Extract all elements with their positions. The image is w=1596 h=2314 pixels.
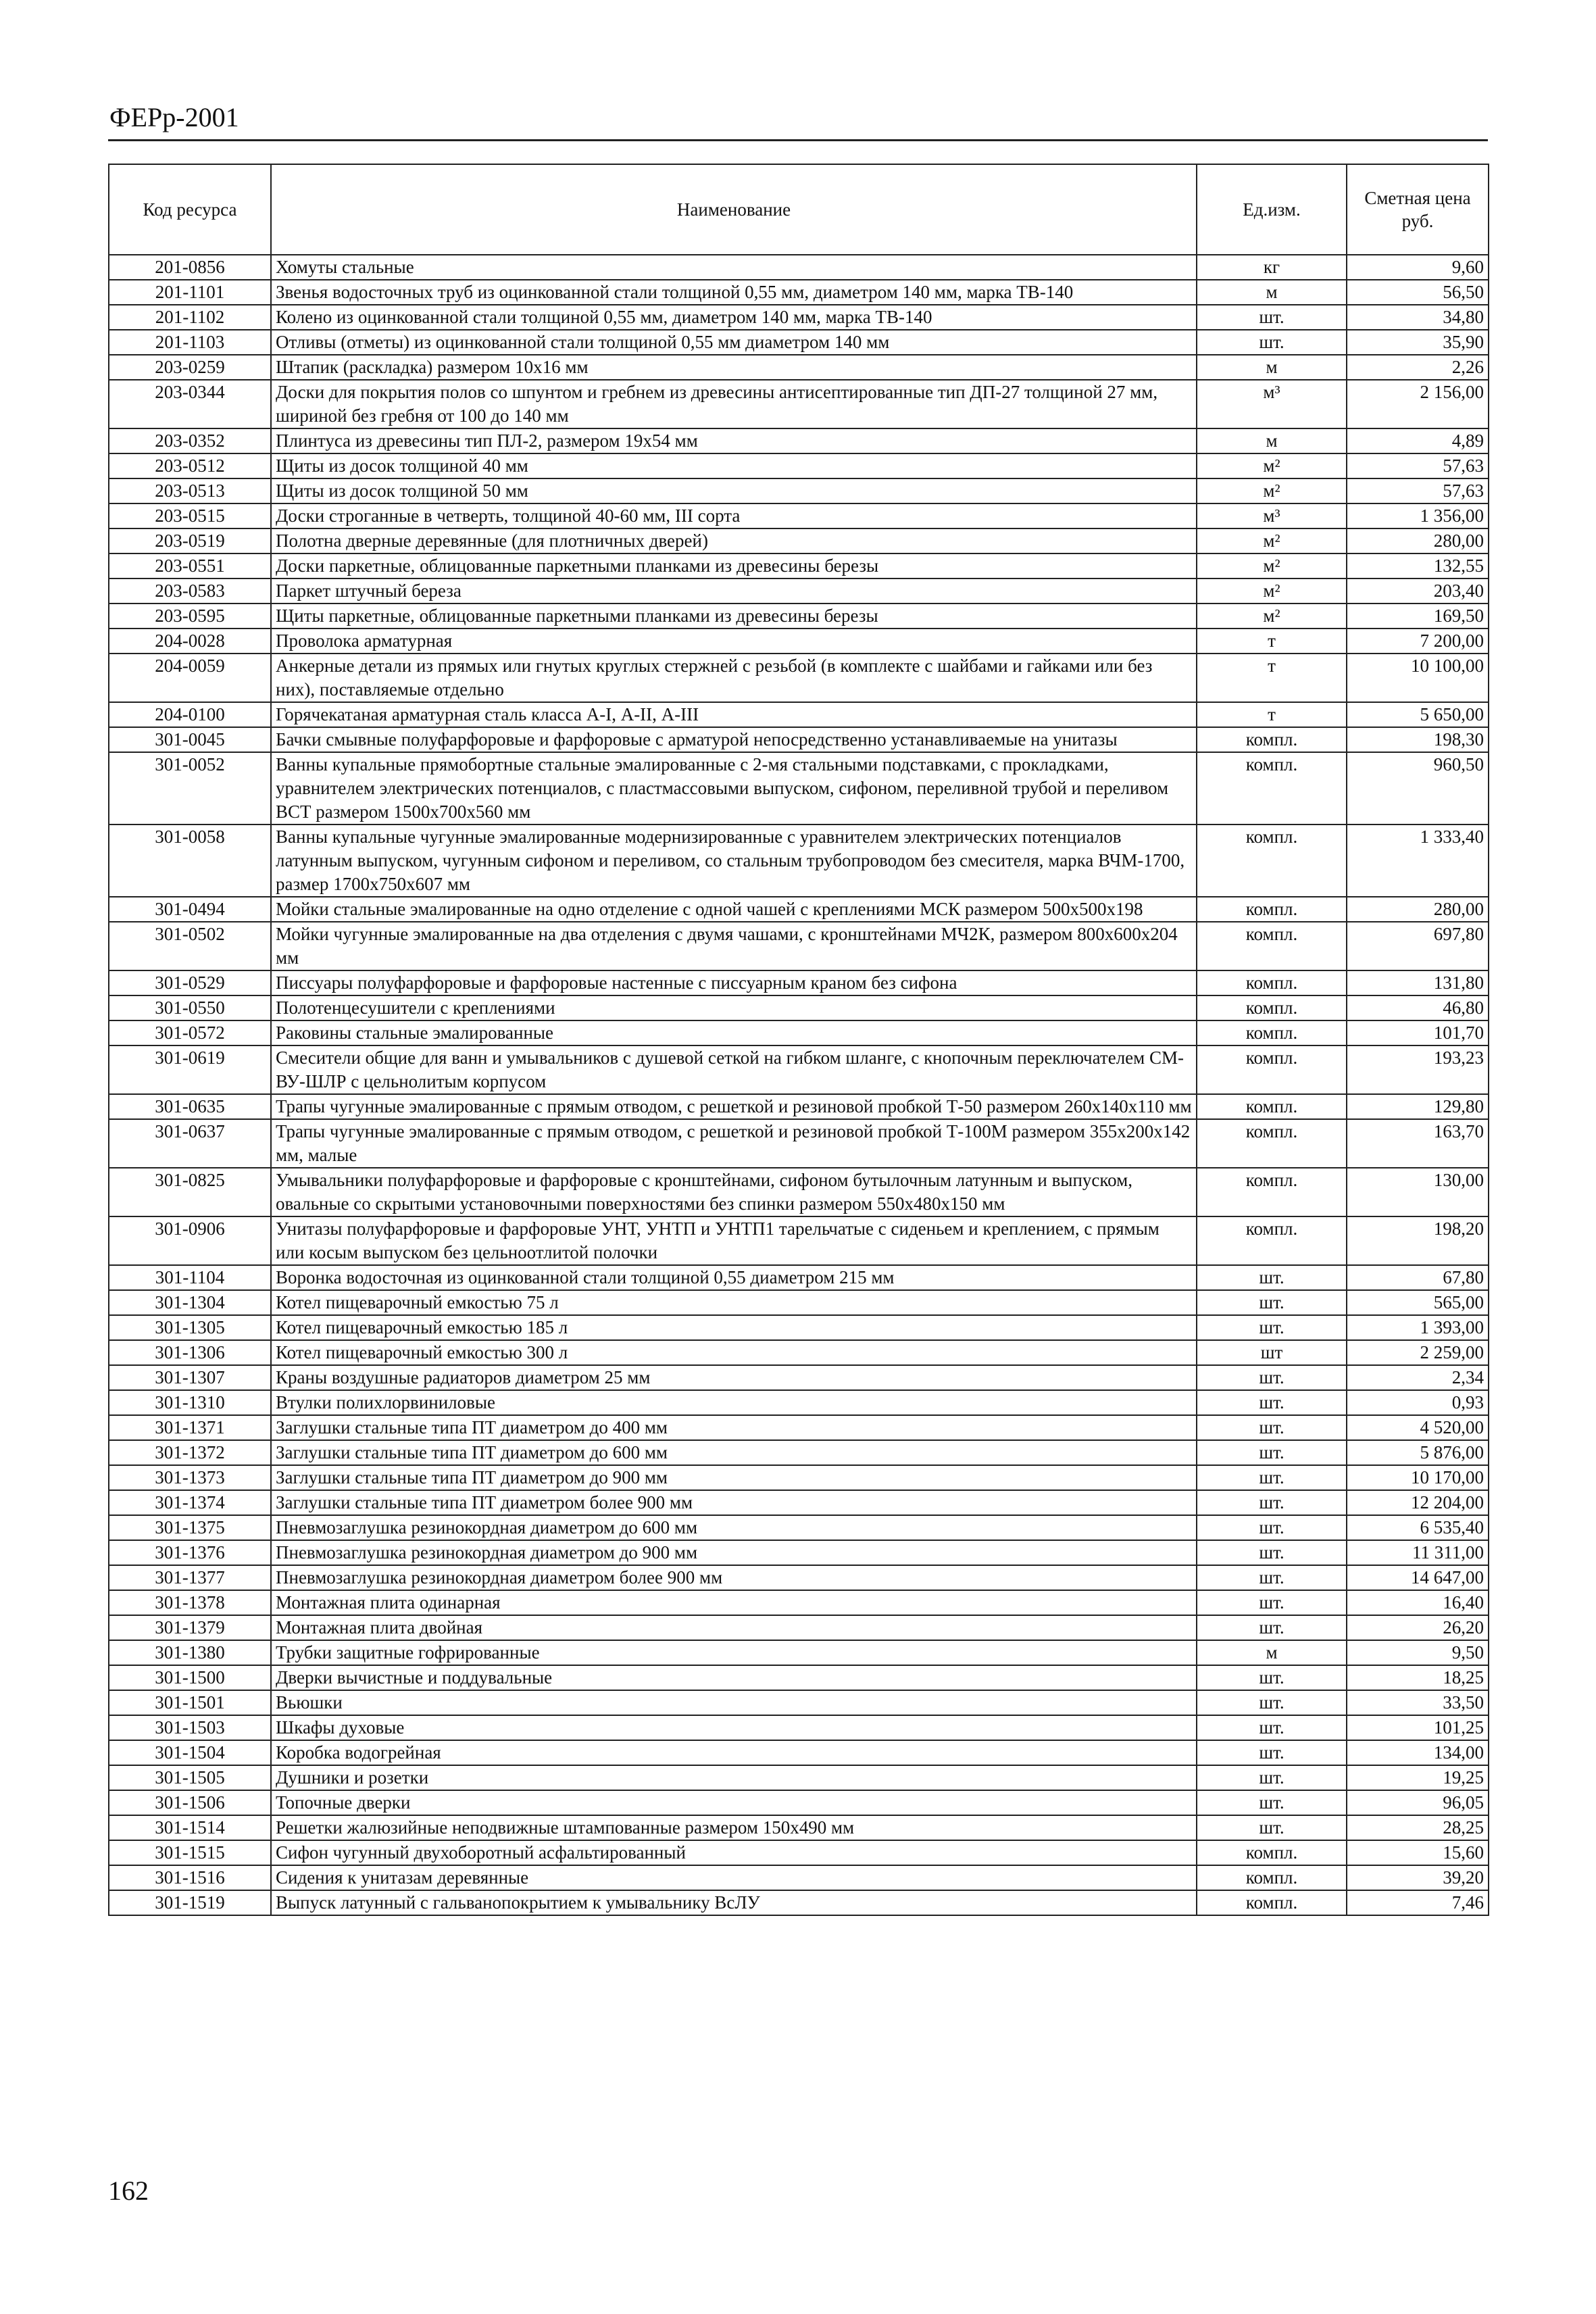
- unit-cell: шт.: [1197, 1565, 1347, 1590]
- table-row: [109, 255, 1489, 280]
- resource-code-cell: 203-0513: [109, 478, 271, 503]
- price-cell: 101,25: [1347, 1715, 1489, 1740]
- resource-code-cell: 301-1503: [109, 1715, 271, 1740]
- table-row: [109, 995, 1489, 1020]
- name-cell: Пневмозаглушка резинокордная диаметром более 900 мм: [271, 1565, 1197, 1590]
- name-cell: Пневмозаглушка резинокордная диаметром до 600 мм: [271, 1515, 1197, 1540]
- name-cell: Щиты из досок толщиной 50 мм: [271, 478, 1197, 503]
- table-row: [109, 970, 1489, 995]
- unit-cell: компл.: [1197, 922, 1347, 970]
- name-cell: Душники и розетки: [271, 1765, 1197, 1790]
- price-cell: 39,20: [1347, 1865, 1489, 1890]
- price-cell: 131,80: [1347, 970, 1489, 995]
- table-row: [109, 1119, 1489, 1168]
- resource-code-cell: 301-1371: [109, 1415, 271, 1440]
- unit-cell: м²: [1197, 553, 1347, 578]
- table-row: [109, 1740, 1489, 1765]
- unit-cell: компл.: [1197, 727, 1347, 752]
- name-cell: Доски для покрытия полов со шпунтом и гребнем из древесины антисептированные тип ДП-27 толщиной 27 мм, шириной без гребня от 100 до 140 мм: [271, 380, 1197, 428]
- resource-code-cell: 301-0058: [109, 824, 271, 897]
- table-row: [109, 1465, 1489, 1490]
- price-cell: 2,26: [1347, 355, 1489, 380]
- resource-code-cell: 301-0637: [109, 1119, 271, 1168]
- resource-code-cell: 203-0352: [109, 428, 271, 453]
- name-cell: Сифон чугунный двухоборотный асфальтированный: [271, 1840, 1197, 1865]
- table-row: [109, 1615, 1489, 1640]
- name-cell: Доски паркетные, облицованные паркетными планками из древесины березы: [271, 553, 1197, 578]
- resource-code-cell: 301-1500: [109, 1665, 271, 1690]
- resource-code-cell: 301-0635: [109, 1094, 271, 1119]
- unit-cell: шт.: [1197, 1815, 1347, 1840]
- table-row: [109, 1440, 1489, 1465]
- resource-code-cell: 301-0619: [109, 1045, 271, 1094]
- table-row: [109, 1094, 1489, 1119]
- name-cell: Звенья водосточных труб из оцинкованной стали толщиной 0,55 мм, диаметром 140 мм, марка ТВ-140: [271, 280, 1197, 305]
- table-row: [109, 1690, 1489, 1715]
- price-cell: 96,05: [1347, 1790, 1489, 1815]
- name-cell: Трапы чугунные эмалированные с прямым отводом, с решеткой и резиновой пробкой Т-50 размером 260х140х110 мм: [271, 1094, 1197, 1119]
- price-cell: 14 647,00: [1347, 1565, 1489, 1590]
- table-row: [109, 1415, 1489, 1440]
- name-cell: Смесители общие для ванн и умывальников с душевой сеткой на гибком шланге, с кнопочным переключателем СМ-ВУ-ШЛР с цельнолитым корпусом: [271, 1045, 1197, 1094]
- resource-code-cell: 301-1379: [109, 1615, 271, 1640]
- name-cell: Доски строганные в четверть, толщиной 40-60 мм, III сорта: [271, 503, 1197, 528]
- page-number: 162: [108, 2175, 149, 2206]
- name-cell: Воронка водосточная из оцинкованной стали толщиной 0,55 диаметром 215 мм: [271, 1265, 1197, 1290]
- resource-code-cell: 301-0045: [109, 727, 271, 752]
- resource-code-cell: 301-0502: [109, 922, 271, 970]
- table-row: [109, 1715, 1489, 1740]
- unit-cell: м²: [1197, 528, 1347, 553]
- table-header-row: [109, 164, 1489, 255]
- price-cell: 57,63: [1347, 453, 1489, 478]
- unit-cell: шт.: [1197, 1365, 1347, 1390]
- price-cell: 11 311,00: [1347, 1540, 1489, 1565]
- unit-cell: компл.: [1197, 1119, 1347, 1168]
- price-cell: 7,46: [1347, 1890, 1489, 1915]
- price-cell: 18,25: [1347, 1665, 1489, 1690]
- unit-cell: шт.: [1197, 1615, 1347, 1640]
- unit-cell: шт.: [1197, 305, 1347, 330]
- unit-cell: м²: [1197, 453, 1347, 478]
- unit-cell: м: [1197, 428, 1347, 453]
- name-cell: Плинтуса из древесины тип ПЛ-2, размером 19х54 мм: [271, 428, 1197, 453]
- name-cell: Вьюшки: [271, 1690, 1197, 1715]
- table-row: [109, 1815, 1489, 1840]
- price-cell: 7 200,00: [1347, 629, 1489, 654]
- unit-cell: шт: [1197, 1340, 1347, 1365]
- table-row: [109, 922, 1489, 970]
- name-cell: Втулки полихлорвиниловые: [271, 1390, 1197, 1415]
- table-row: [109, 1590, 1489, 1615]
- resource-code-cell: 203-0551: [109, 553, 271, 578]
- unit-cell: шт.: [1197, 1740, 1347, 1765]
- name-cell: Писсуары полуфарфоровые и фарфоровые настенные с писсуарным краном без сифона: [271, 970, 1197, 995]
- unit-cell: шт.: [1197, 1490, 1347, 1515]
- table-row: [109, 1665, 1489, 1690]
- unit-cell: м³: [1197, 503, 1347, 528]
- table-row: [109, 1340, 1489, 1365]
- price-cell: 26,20: [1347, 1615, 1489, 1640]
- name-cell: Раковины стальные эмалированные: [271, 1020, 1197, 1045]
- unit-cell: компл.: [1197, 970, 1347, 995]
- unit-cell: шт.: [1197, 1715, 1347, 1740]
- name-cell: Штапик (раскладка) размером 10х16 мм: [271, 355, 1197, 380]
- name-cell: Мойки стальные эмалированные на одно отделение с одной чашей с креплениями МСК размером 500х500х198: [271, 897, 1197, 922]
- resource-code-cell: 301-1501: [109, 1690, 271, 1715]
- name-cell: Топочные дверки: [271, 1790, 1197, 1815]
- name-cell: Мойки чугунные эмалированные на два отделения с двумя чашами, с кронштейнами МЧ2К, размером 800х600х204 мм: [271, 922, 1197, 970]
- table-row: [109, 453, 1489, 478]
- name-cell: Щиты из досок толщиной 40 мм: [271, 453, 1197, 478]
- price-cell: 203,40: [1347, 578, 1489, 604]
- table-row: [109, 727, 1489, 752]
- table-row: [109, 553, 1489, 578]
- resource-code-cell: 301-1504: [109, 1740, 271, 1765]
- name-cell: Котел пищеварочный емкостью 300 л: [271, 1340, 1197, 1365]
- name-cell: Ванны купальные чугунные эмалированные модернизированные с уравнителем электрических потенциалов латунным выпуском, чугунным сифоном и переливом, со стальным трубопроводом без смесителя, марка ВЧМ-1700, размер 1700х750х607 мм: [271, 824, 1197, 897]
- price-cell: 9,60: [1347, 255, 1489, 280]
- resource-code-cell: 204-0059: [109, 654, 271, 702]
- resource-code-cell: 301-1506: [109, 1790, 271, 1815]
- unit-cell: компл.: [1197, 1045, 1347, 1094]
- unit-cell: м³: [1197, 380, 1347, 428]
- table-row: [109, 1020, 1489, 1045]
- table-row: [109, 428, 1489, 453]
- name-cell: Бачки смывные полуфарфоровые и фарфоровые с арматурой непосредственно устанавливаемые на унитазы: [271, 727, 1197, 752]
- name-cell: Отливы (отметы) из оцинкованной стали толщиной 0,55 мм диаметром 140 мм: [271, 330, 1197, 355]
- table-row: [109, 752, 1489, 824]
- resource-code-cell: 201-0856: [109, 255, 271, 280]
- unit-cell: т: [1197, 629, 1347, 654]
- column-header-unit: Ед.изм.: [1197, 164, 1347, 255]
- resource-code-cell: 203-0515: [109, 503, 271, 528]
- table-row: [109, 578, 1489, 604]
- price-cell: 1 356,00: [1347, 503, 1489, 528]
- name-cell: Колено из оцинкованной стали толщиной 0,55 мм, диаметром 140 мм, марка ТВ-140: [271, 305, 1197, 330]
- price-cell: 5 650,00: [1347, 702, 1489, 727]
- price-cell: 57,63: [1347, 478, 1489, 503]
- table-row: [109, 897, 1489, 922]
- unit-cell: компл.: [1197, 1020, 1347, 1045]
- price-cell: 1 333,40: [1347, 824, 1489, 897]
- table-row: [109, 1515, 1489, 1540]
- resource-code-cell: 301-1505: [109, 1765, 271, 1790]
- price-cell: 28,25: [1347, 1815, 1489, 1840]
- resource-code-cell: 203-0344: [109, 380, 271, 428]
- name-cell: Умывальники полуфарфоровые и фарфоровые с кронштейнами, сифоном бутылочным латунным и выпуском, овальные со скрытыми установочными поверхностями без спинки размером 550х480х150 мм: [271, 1168, 1197, 1216]
- resource-code-cell: 301-1310: [109, 1390, 271, 1415]
- resource-code-cell: 301-1373: [109, 1465, 271, 1490]
- table-row: [109, 1390, 1489, 1415]
- name-cell: Паркет штучный береза: [271, 578, 1197, 604]
- unit-cell: компл.: [1197, 1094, 1347, 1119]
- column-header-name: Наименование: [271, 164, 1197, 255]
- price-cell: 960,50: [1347, 752, 1489, 824]
- table-row: [109, 528, 1489, 553]
- resource-code-cell: 201-1102: [109, 305, 271, 330]
- table-row: [109, 503, 1489, 528]
- price-table: [108, 164, 1489, 1916]
- resource-code-cell: 301-1380: [109, 1640, 271, 1665]
- unit-cell: шт.: [1197, 1690, 1347, 1715]
- price-cell: 4,89: [1347, 428, 1489, 453]
- table-row: [109, 380, 1489, 428]
- name-cell: Анкерные детали из прямых или гнутых круглых стержней с резьбой (в комплекте с шайбами и гайками или без них), поставляемые отдельно: [271, 654, 1197, 702]
- name-cell: Коробка водогрейная: [271, 1740, 1197, 1765]
- resource-code-cell: 301-0550: [109, 995, 271, 1020]
- name-cell: Заглушки стальные типа ПТ диаметром более 900 мм: [271, 1490, 1197, 1515]
- price-cell: 101,70: [1347, 1020, 1489, 1045]
- resource-code-cell: 301-1519: [109, 1890, 271, 1915]
- table-row: [109, 478, 1489, 503]
- table-row: [109, 1216, 1489, 1265]
- price-cell: 19,25: [1347, 1765, 1489, 1790]
- resource-code-cell: 204-0100: [109, 702, 271, 727]
- price-cell: 35,90: [1347, 330, 1489, 355]
- table-row: [109, 1168, 1489, 1216]
- price-cell: 6 535,40: [1347, 1515, 1489, 1540]
- table-row: [109, 1365, 1489, 1390]
- unit-cell: шт.: [1197, 1265, 1347, 1290]
- resource-code-cell: 301-1305: [109, 1315, 271, 1340]
- table-row: [109, 1890, 1489, 1915]
- price-cell: 565,00: [1347, 1290, 1489, 1315]
- unit-cell: компл.: [1197, 1865, 1347, 1890]
- table-row: [109, 1315, 1489, 1340]
- price-cell: 34,80: [1347, 305, 1489, 330]
- price-cell: 2 156,00: [1347, 380, 1489, 428]
- price-cell: 0,93: [1347, 1390, 1489, 1415]
- price-cell: 193,23: [1347, 1045, 1489, 1094]
- unit-cell: шт.: [1197, 1390, 1347, 1415]
- price-cell: 130,00: [1347, 1168, 1489, 1216]
- price-cell: 10 170,00: [1347, 1465, 1489, 1490]
- name-cell: Заглушки стальные типа ПТ диаметром до 900 мм: [271, 1465, 1197, 1490]
- price-cell: 56,50: [1347, 280, 1489, 305]
- name-cell: Решетки жалюзийные неподвижные штампованные размером 150х490 мм: [271, 1815, 1197, 1840]
- table-row: [109, 330, 1489, 355]
- unit-cell: компл.: [1197, 1216, 1347, 1265]
- name-cell: Котел пищеварочный емкостью 185 л: [271, 1315, 1197, 1340]
- resource-code-cell: 201-1101: [109, 280, 271, 305]
- unit-cell: м²: [1197, 478, 1347, 503]
- resource-code-cell: 301-1377: [109, 1565, 271, 1590]
- table-row: [109, 1840, 1489, 1865]
- table-row: [109, 1045, 1489, 1094]
- price-cell: 46,80: [1347, 995, 1489, 1020]
- name-cell: Краны воздушные радиаторов диаметром 25 мм: [271, 1365, 1197, 1390]
- name-cell: Унитазы полуфарфоровые и фарфоровые УНТ, УНТП и УНТП1 тарельчатые с сиденьем и креплением, с прямым или косым выпуском без цельноотлитой полочки: [271, 1216, 1197, 1265]
- price-cell: 33,50: [1347, 1690, 1489, 1715]
- unit-cell: м: [1197, 355, 1347, 380]
- name-cell: Котел пищеварочный емкостью 75 л: [271, 1290, 1197, 1315]
- column-header-code: Код ресурса: [109, 164, 271, 255]
- resource-code-cell: 301-1307: [109, 1365, 271, 1390]
- name-cell: Выпуск латунный с гальванопокрытием к умывальнику ВсЛУ: [271, 1890, 1197, 1915]
- price-cell: 129,80: [1347, 1094, 1489, 1119]
- unit-cell: шт.: [1197, 1440, 1347, 1465]
- column-header-price: Сметная цена руб.: [1347, 164, 1489, 255]
- resource-code-cell: 301-1516: [109, 1865, 271, 1890]
- name-cell: Шкафы духовые: [271, 1715, 1197, 1740]
- unit-cell: шт.: [1197, 1290, 1347, 1315]
- table-row: [109, 1865, 1489, 1890]
- price-cell: 2 259,00: [1347, 1340, 1489, 1365]
- resource-code-cell: 203-0583: [109, 578, 271, 604]
- name-cell: Трапы чугунные эмалированные с прямым отводом, с решеткой и резиновой пробкой Т-100М размером 355х200х142 мм, малые: [271, 1119, 1197, 1168]
- name-cell: Полотна дверные деревянные (для плотничных дверей): [271, 528, 1197, 553]
- table-row: [109, 654, 1489, 702]
- table-row: [109, 1790, 1489, 1815]
- table-row: [109, 702, 1489, 727]
- name-cell: Монтажная плита одинарная: [271, 1590, 1197, 1615]
- resource-code-cell: 301-1375: [109, 1515, 271, 1540]
- name-cell: Сидения к унитазам деревянные: [271, 1865, 1197, 1890]
- unit-cell: т: [1197, 654, 1347, 702]
- price-cell: 10 100,00: [1347, 654, 1489, 702]
- table-row: [109, 1540, 1489, 1565]
- unit-cell: компл.: [1197, 897, 1347, 922]
- price-cell: 163,70: [1347, 1119, 1489, 1168]
- price-cell: 280,00: [1347, 897, 1489, 922]
- unit-cell: компл.: [1197, 752, 1347, 824]
- table-row: [109, 1265, 1489, 1290]
- unit-cell: шт.: [1197, 330, 1347, 355]
- name-cell: Заглушки стальные типа ПТ диаметром до 600 мм: [271, 1440, 1197, 1465]
- unit-cell: компл.: [1197, 995, 1347, 1020]
- unit-cell: шт.: [1197, 1790, 1347, 1815]
- table-row: [109, 1290, 1489, 1315]
- unit-cell: шт.: [1197, 1765, 1347, 1790]
- unit-cell: м: [1197, 280, 1347, 305]
- name-cell: Пневмозаглушка резинокордная диаметром до 900 мм: [271, 1540, 1197, 1565]
- resource-code-cell: 203-0595: [109, 604, 271, 629]
- page-header-title: ФЕРр-2001: [109, 102, 239, 132]
- name-cell: Ванны купальные прямобортные стальные эмалированные с 2-мя стальными подставками, с прокладками, уравнителем электрических потенциалов, с пластмассовыми выпуском, сифоном, переливной трубой и переливом ВСТ размером 1500х700х560 мм: [271, 752, 1197, 824]
- price-cell: 280,00: [1347, 528, 1489, 553]
- resource-code-cell: 301-0906: [109, 1216, 271, 1265]
- name-cell: Хомуты стальные: [271, 255, 1197, 280]
- table-row: [109, 629, 1489, 654]
- unit-cell: шт.: [1197, 1590, 1347, 1615]
- name-cell: Полотенцесушители с креплениями: [271, 995, 1197, 1020]
- resource-code-cell: 301-1515: [109, 1840, 271, 1865]
- name-cell: Заглушки стальные типа ПТ диаметром до 400 мм: [271, 1415, 1197, 1440]
- table-row: [109, 604, 1489, 629]
- unit-cell: кг: [1197, 255, 1347, 280]
- table-row: [109, 1565, 1489, 1590]
- name-cell: Трубки защитные гофрированные: [271, 1640, 1197, 1665]
- unit-cell: шт.: [1197, 1665, 1347, 1690]
- table-row: [109, 824, 1489, 897]
- resource-code-cell: 204-0028: [109, 629, 271, 654]
- unit-cell: компл.: [1197, 1840, 1347, 1865]
- resource-code-cell: 301-0052: [109, 752, 271, 824]
- name-cell: Проволока арматурная: [271, 629, 1197, 654]
- price-cell: 12 204,00: [1347, 1490, 1489, 1515]
- resource-code-cell: 301-1374: [109, 1490, 271, 1515]
- name-cell: Щиты паркетные, облицованные паркетными планками из древесины березы: [271, 604, 1197, 629]
- resource-code-cell: 301-1376: [109, 1540, 271, 1565]
- table-row: [109, 1640, 1489, 1665]
- name-cell: Горячекатаная арматурная сталь класса А-I, А-II, А-III: [271, 702, 1197, 727]
- resource-code-cell: 301-1514: [109, 1815, 271, 1840]
- unit-cell: м²: [1197, 578, 1347, 604]
- table-row: [109, 1765, 1489, 1790]
- resource-code-cell: 201-1103: [109, 330, 271, 355]
- unit-cell: компл.: [1197, 1168, 1347, 1216]
- unit-cell: м: [1197, 1640, 1347, 1665]
- resource-code-cell: 203-0259: [109, 355, 271, 380]
- name-cell: Монтажная плита двойная: [271, 1615, 1197, 1640]
- price-cell: 67,80: [1347, 1265, 1489, 1290]
- price-cell: 132,55: [1347, 553, 1489, 578]
- table-row: [109, 280, 1489, 305]
- resource-code-cell: 301-1306: [109, 1340, 271, 1365]
- resource-code-cell: 301-1378: [109, 1590, 271, 1615]
- resource-code-cell: 301-0529: [109, 970, 271, 995]
- unit-cell: м²: [1197, 604, 1347, 629]
- resource-code-cell: 301-0825: [109, 1168, 271, 1216]
- price-cell: 5 876,00: [1347, 1440, 1489, 1465]
- price-cell: 2,34: [1347, 1365, 1489, 1390]
- resource-code-cell: 301-1304: [109, 1290, 271, 1315]
- unit-cell: шт.: [1197, 1515, 1347, 1540]
- resource-code-cell: 301-1372: [109, 1440, 271, 1465]
- resource-code-cell: 203-0512: [109, 453, 271, 478]
- resource-code-cell: 301-1104: [109, 1265, 271, 1290]
- price-cell: 1 393,00: [1347, 1315, 1489, 1340]
- price-cell: 697,80: [1347, 922, 1489, 970]
- unit-cell: шт.: [1197, 1315, 1347, 1340]
- resource-code-cell: 301-0572: [109, 1020, 271, 1045]
- resource-code-cell: 301-0494: [109, 897, 271, 922]
- price-cell: 16,40: [1347, 1590, 1489, 1615]
- price-cell: 15,60: [1347, 1840, 1489, 1865]
- table-row: [109, 305, 1489, 330]
- price-cell: 134,00: [1347, 1740, 1489, 1765]
- unit-cell: компл.: [1197, 1890, 1347, 1915]
- price-cell: 198,20: [1347, 1216, 1489, 1265]
- unit-cell: шт.: [1197, 1465, 1347, 1490]
- table-row: [109, 1490, 1489, 1515]
- unit-cell: компл.: [1197, 824, 1347, 897]
- name-cell: Дверки вычистные и поддувальные: [271, 1665, 1197, 1690]
- price-cell: 198,30: [1347, 727, 1489, 752]
- price-cell: 4 520,00: [1347, 1415, 1489, 1440]
- unit-cell: т: [1197, 702, 1347, 727]
- price-cell: 169,50: [1347, 604, 1489, 629]
- table-row: [109, 355, 1489, 380]
- unit-cell: шт.: [1197, 1415, 1347, 1440]
- table-body: [109, 255, 1489, 1915]
- unit-cell: шт.: [1197, 1540, 1347, 1565]
- resource-code-cell: 203-0519: [109, 528, 271, 553]
- price-cell: 9,50: [1347, 1640, 1489, 1665]
- header-rule: [108, 139, 1488, 141]
